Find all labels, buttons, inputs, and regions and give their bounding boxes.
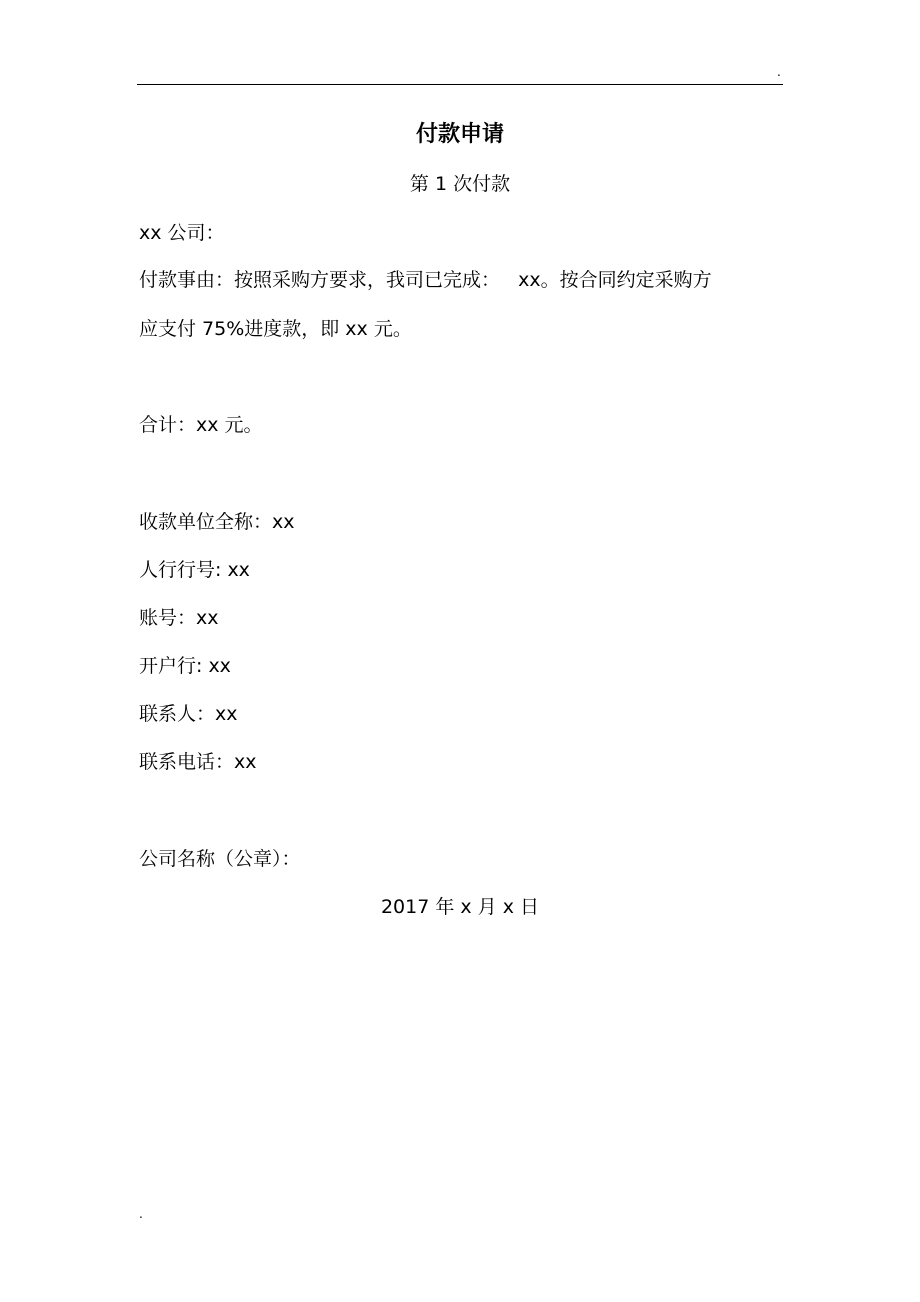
header-rule [137, 84, 783, 85]
contact-person: 联系人：xx [139, 703, 238, 725]
reason-line-2: 应支付 75%进度款，即 xx 元。 [139, 318, 412, 340]
total-line: 合计：xx 元。 [139, 414, 263, 436]
footer-mark: . [139, 1207, 143, 1221]
contact-phone: 联系电话：xx [139, 751, 257, 773]
document-subtitle: 第 1 次付款 [409, 173, 511, 195]
document-date: 2017 年 x 月 x 日 [380, 896, 540, 918]
bank-code: 人行行号: xx [139, 559, 250, 581]
header-mark: . [777, 65, 781, 79]
document-title: 付款申请 [415, 122, 504, 147]
reason-line-1: 付款事由：按照采购方要求，我司已完成： xx。按合同约定采购方 [139, 269, 712, 291]
bank-name: 开户行: xx [139, 655, 231, 677]
account-number: 账号：xx [139, 607, 219, 629]
payee-name: 收款单位全称：xx [139, 511, 295, 533]
company-seal-line: 公司名称（公章）： [139, 848, 301, 870]
salutation: xx 公司： [139, 222, 225, 244]
